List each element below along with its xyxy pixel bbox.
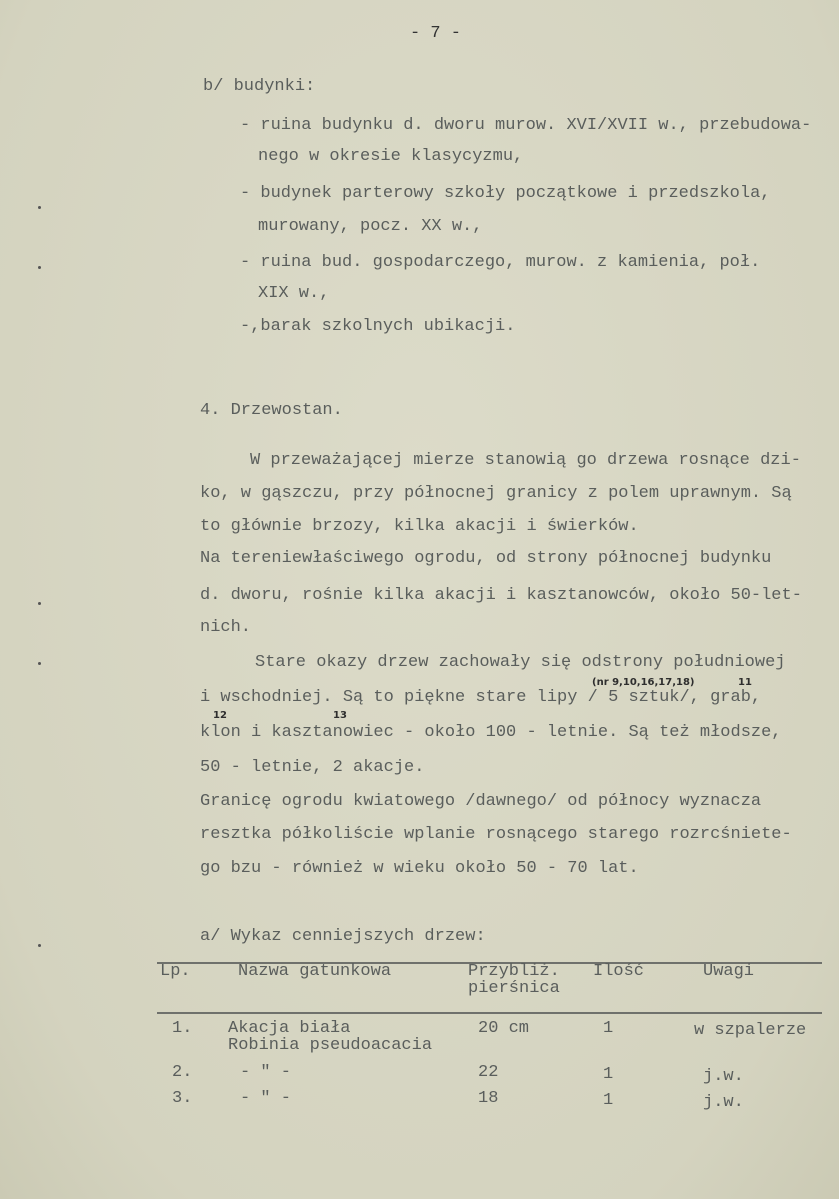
cell-notes: j.w. (703, 1067, 744, 1086)
cell-name: - " - (240, 1089, 292, 1108)
punch-mark (38, 602, 41, 605)
cell-girth: 22 (478, 1063, 499, 1082)
text-line: - budynek parterowy szkoły początkowe i przedszkola, (240, 184, 771, 203)
text-line: resztka półkoliście wplanie rosnącego starego rozrcśniete- (200, 825, 792, 844)
cell-qty: 1 (603, 1019, 614, 1038)
cell-notes: j.w. (703, 1093, 744, 1112)
page-number: - 7 - (410, 24, 462, 43)
text-line: Na tereniewłaściwego ogrodu, od strony północnej budynku (200, 549, 772, 568)
cell-name: Akacja biała (228, 1019, 351, 1038)
punch-mark (38, 944, 41, 947)
handwritten-annotation: (nr 9,10,16,17,18) (592, 677, 695, 688)
header-name: Nazwa gatunkowa (238, 962, 392, 981)
text-line: W przeważającej mierze stanowią go drzewa rosnące dzi- (250, 451, 801, 470)
text-line: i wschodniej. Są to piękne stare lipy / 5 sztuk/, grab, (200, 688, 762, 707)
text-line: 50 - letnie, 2 akacje. (200, 758, 425, 777)
text-line: to głównie brzozy, kilka akacji i świerków. (200, 517, 639, 536)
text-line: - ruina bud. gospodarczego, murow. z kamienia, poł. (240, 253, 761, 272)
handwritten-annotation: 11 (738, 677, 752, 688)
section-b-heading: b/ budynki: (203, 77, 316, 96)
text-line: XIX w., (258, 284, 330, 303)
cell-qty: 1 (603, 1091, 614, 1110)
cell-girth: 20 cm (478, 1019, 530, 1038)
text-line: Stare okazy drzew zachowały się odstrony południowej (255, 653, 786, 672)
cell-qty: 1 (603, 1065, 614, 1084)
text-line: ko, w gąszczu, przy północnej granicy z polem uprawnym. Są (200, 484, 792, 503)
header-qty: Ilość (593, 962, 645, 981)
punch-mark (38, 266, 41, 269)
header-girth: Przybliż. pierśnica (468, 962, 560, 998)
header-notes: Uwagi (703, 962, 755, 981)
table-rule (157, 1012, 822, 1014)
text-line: nego w okresie klasycyzmu, (258, 147, 524, 166)
punch-mark (38, 206, 41, 209)
text-line: d. dworu, rośnie kilka akacji i kasztanowców, około 50-let- (200, 586, 802, 605)
cell-lp: 3. (172, 1089, 193, 1108)
text-line: nich. (200, 618, 252, 637)
handwritten-annotation: 12 (213, 710, 227, 721)
cell-name: - " - (240, 1063, 292, 1082)
text-line: Granicę ogrodu kwiatowego /dawnego/ od północy wyznacza (200, 792, 762, 811)
text-line: murowany, pocz. XX w., (258, 217, 483, 236)
cell-latin: Robinia pseudoacacia (228, 1036, 433, 1055)
section-4-heading: 4. Drzewostan. (200, 401, 343, 420)
text-line: klon i kasztanowiec - około 100 - letnie. Są też młodsze, (200, 723, 782, 742)
cell-girth: 18 (478, 1089, 499, 1108)
punch-mark (38, 662, 41, 665)
header-lp: Lp. (160, 962, 191, 981)
cell-lp: 1. (172, 1019, 193, 1038)
cell-lp: 2. (172, 1063, 193, 1082)
text-line: go bzu - również w wieku około 50 - 70 lat. (200, 859, 639, 878)
text-line: - ruina budynku d. dworu murow. XVI/XVII w., przebudowa- (240, 116, 812, 135)
text-line: -,barak szkolnych ubikacji. (240, 317, 516, 336)
handwritten-annotation: 13 (333, 710, 347, 721)
table-title: a/ Wykaz cenniejszych drzew: (200, 927, 486, 946)
cell-notes: w szpalerze (694, 1021, 807, 1040)
